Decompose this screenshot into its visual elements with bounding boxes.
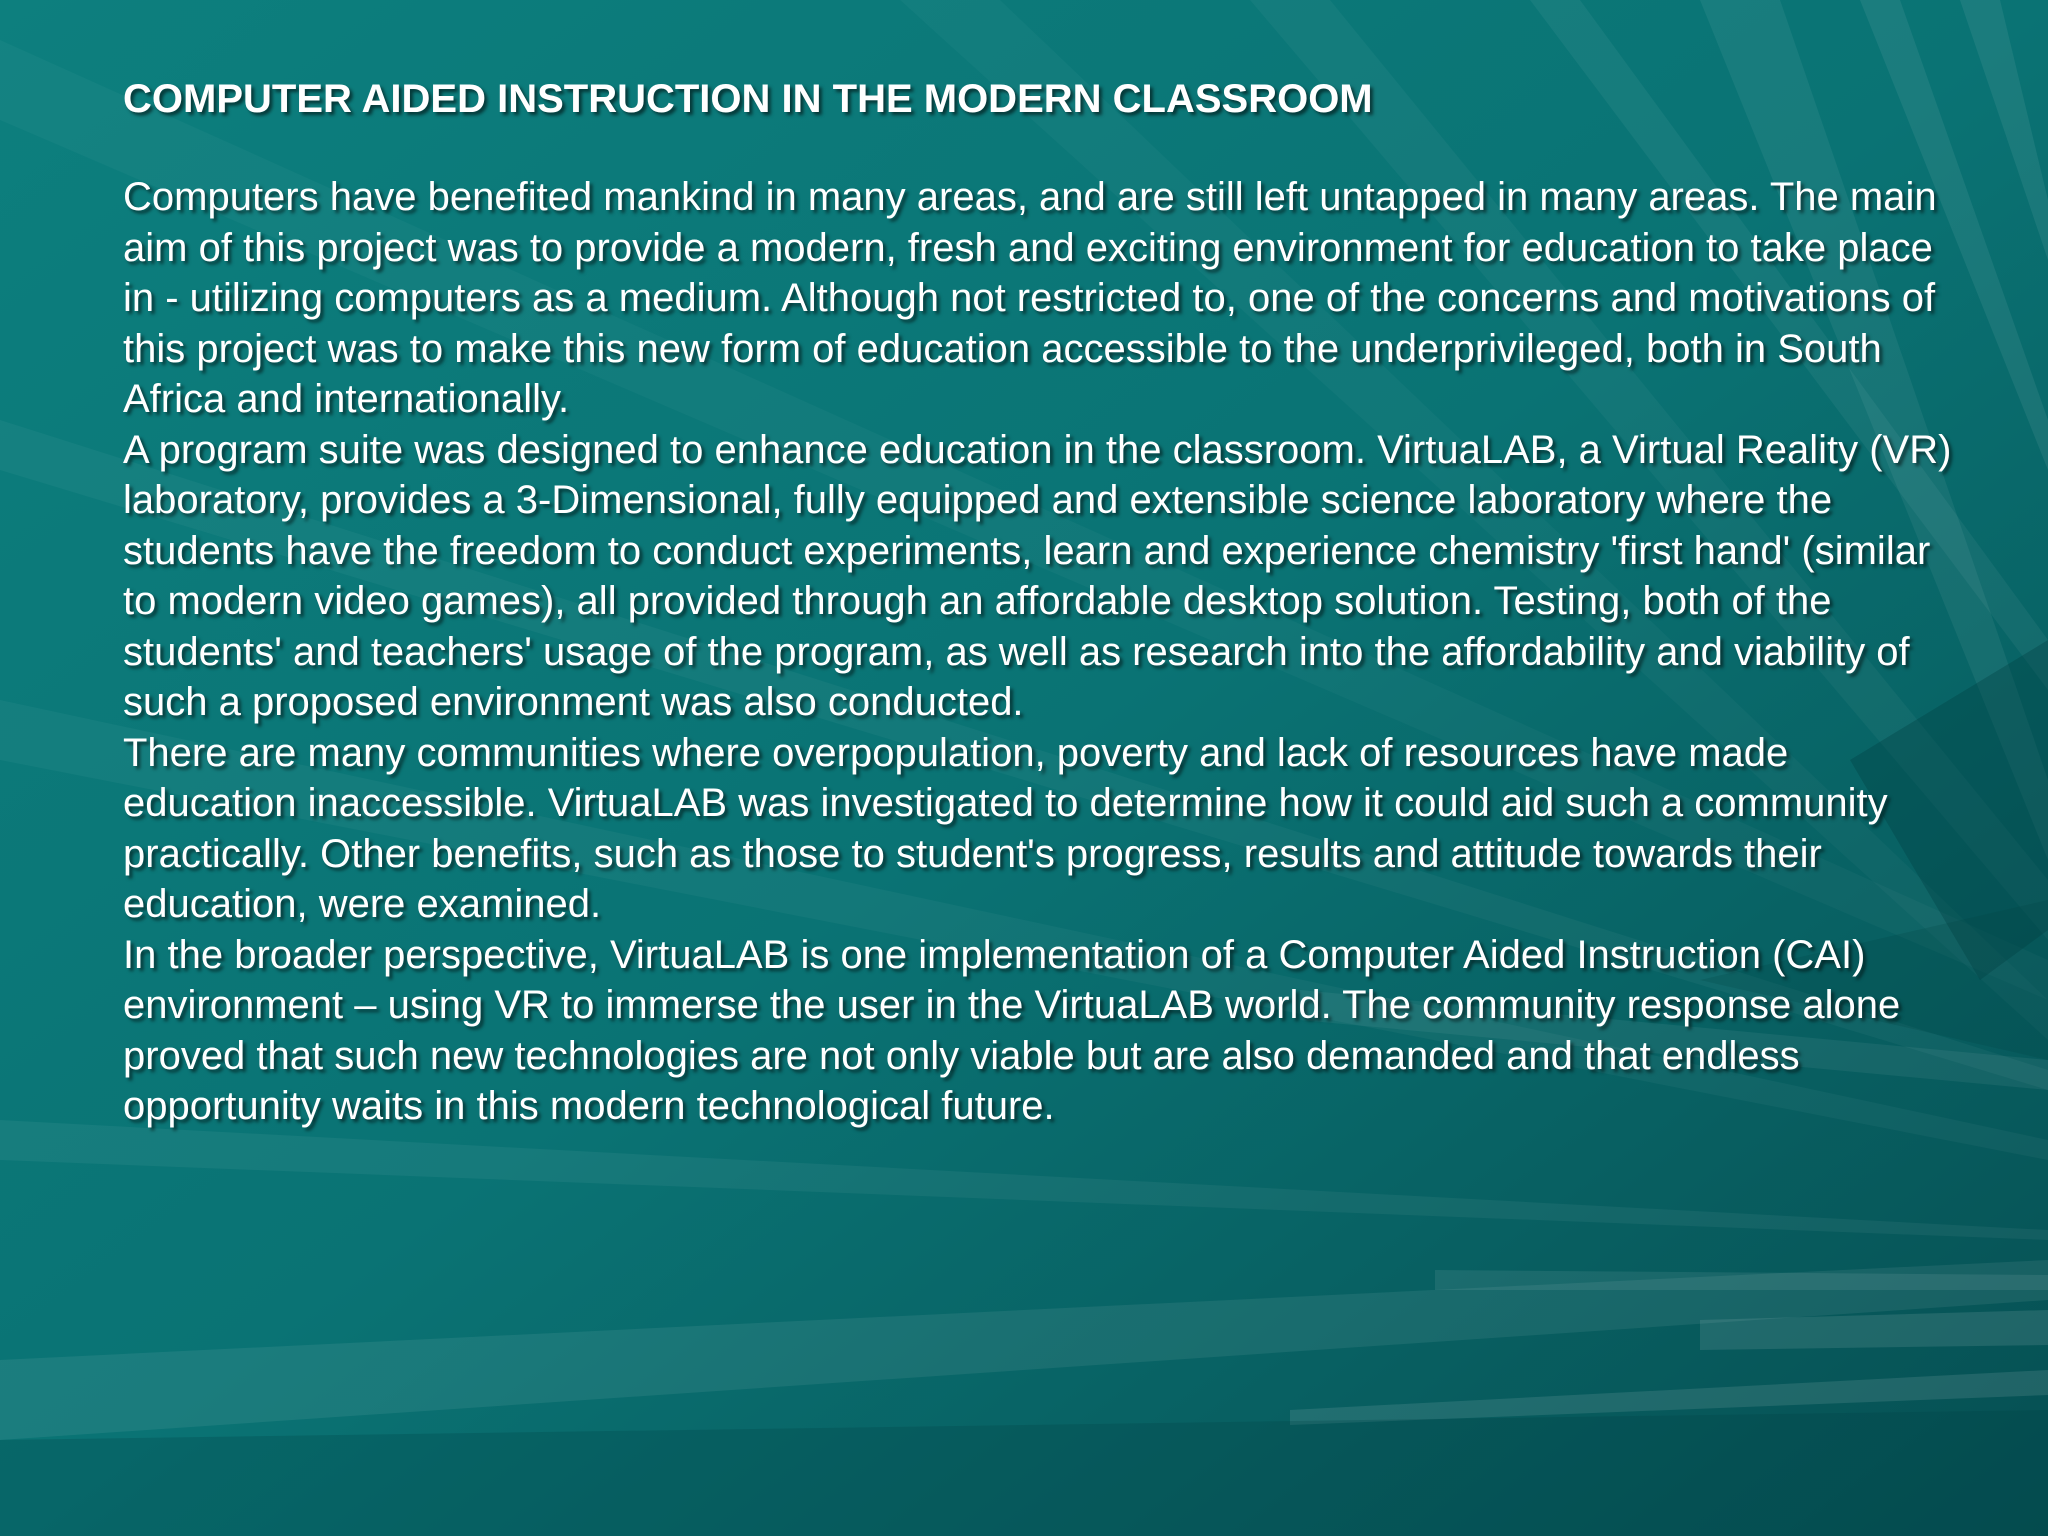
paragraph-intro: Computers have benefited mankind in many areas, and are still left untapped in many areas. The main aim of this project was to provide a modern, fresh and exciting environment for education to take place in - utilizing computers as a medium. Although not restricted to, one of the concerns and motivations of this project was to make this new form of education accessible to the underprivileged, both in South Africa and internationally. bbox=[123, 175, 1937, 421]
paragraph-program-suite: A program suite was designed to enhance education in the classroom. VirtuaLAB, a Virtual Reality (VR) laboratory, provides a 3-Dimensional, fully equipped and extensible science laboratory where the students have the freedom to conduct experiments, learn and experience chemistry 'first hand' (similar to modern video games), all provided through an affordable desktop solution. Testing, both of the students' and teachers' usage of the program, as well as research into the affordability and viability of such a proposed environment was also conducted. bbox=[123, 427, 1952, 724]
slide-title: COMPUTER AIDED INSTRUCTION IN THE MODERN CLASSROOM bbox=[123, 77, 1373, 121]
slide-text-body bbox=[123, 70, 1953, 1132]
paragraph-communities: There are many communities where overpopulation, poverty and lack of resources have made education inaccessible. VirtuaLAB was investigated to determine how it could aid such a community practically. Other benefits, such as those to student's progress, results and attitude towards their education, were examined. bbox=[123, 730, 1888, 926]
paragraph-broader-perspective: In the broader perspective, VirtuaLAB is one implementation of a Computer Aided Instruction (CAI) environment – using VR to immerse the user in the VirtuaLAB world. The community response alone proved that such new technologies are not only viable but are also demanded and that endless opportunity waits in this modern technological future. bbox=[123, 932, 1901, 1128]
